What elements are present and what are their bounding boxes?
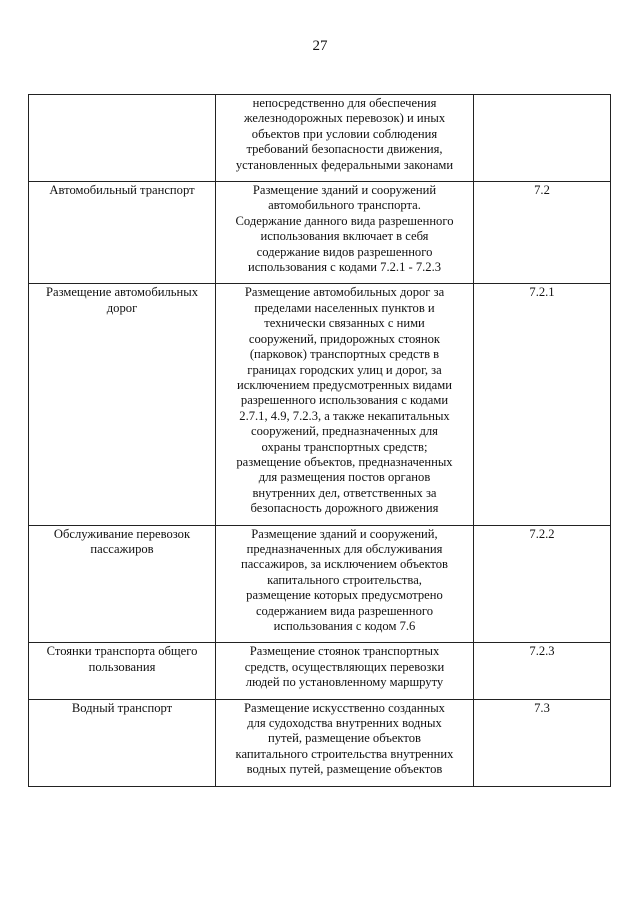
description-line: размещение объектов, предназначенных — [236, 454, 453, 469]
description-line: исключением предусмотренных видами — [237, 377, 452, 392]
description-line: установленных федеральными законами — [235, 157, 454, 172]
description-line: железнодорожных перевозок) и иных — [243, 111, 446, 126]
description-line: использования включает в себя — [260, 229, 429, 244]
description-line: объектов при условии соблюдения — [251, 126, 438, 141]
description-line: сооружений, предназначенных для — [251, 424, 438, 439]
description-line: (парковок) транспортных средств в — [249, 347, 440, 362]
use-name-cell — [29, 699, 216, 786]
use-name-cell — [29, 525, 216, 643]
description-line: непосредственно для обеспечения — [252, 96, 437, 110]
description-line: использования с кодом 7.6 — [273, 619, 416, 633]
description-line: Содержание данного вида разрешенного — [235, 213, 454, 228]
use-description-cell — [216, 525, 474, 643]
description-line: капитального строительства внутренних — [235, 746, 454, 761]
use-code-cell: 7.3 — [474, 699, 611, 786]
use-name-line: Автомобильный транспорт — [49, 183, 195, 198]
use-name-line: Размещение автомобильных — [45, 285, 198, 300]
use-code-cell: 7.2 — [474, 182, 611, 284]
description-line: средств, осуществляющих перевозки — [244, 659, 445, 674]
use-description-cell — [216, 182, 474, 284]
description-line: сооружений, придорожных стоянок — [248, 331, 441, 346]
description-line: капитального строительства, — [267, 572, 422, 587]
description-line: 2.7.1, 4.9, 7.2.3, а также некапитальных — [239, 408, 450, 423]
description-line: автомобильного транспорта. — [268, 198, 421, 213]
description-line: разрешенного использования с кодами — [240, 393, 449, 408]
land-use-table — [28, 94, 611, 787]
use-code-cell — [474, 95, 611, 182]
use-name-cell — [29, 284, 216, 525]
use-name-cell — [29, 182, 216, 284]
use-name-cell — [29, 643, 216, 699]
description-line: использования с кодами 7.2.1 - 7.2.3 — [247, 260, 442, 275]
description-line: людей по установленному маршруту — [245, 675, 444, 690]
table-row — [29, 643, 611, 699]
description-line: охраны транспортных средств; — [261, 439, 428, 454]
page-number: 27 — [312, 38, 328, 54]
use-code-cell: 7.2.3 — [474, 643, 611, 699]
description-line: Размещение искусственно созданных — [244, 700, 445, 715]
description-line: требований безопасности движения, — [246, 142, 443, 157]
use-name-line: Стоянки транспорта общего — [46, 644, 198, 659]
use-description-cell — [216, 95, 474, 182]
use-description-cell — [216, 643, 474, 699]
table-row — [29, 182, 611, 284]
description-line: Размещение стоянок транспортных — [249, 644, 440, 659]
use-code-cell: 7.2.1 — [474, 284, 611, 525]
table-row — [29, 284, 611, 525]
table-row — [29, 95, 611, 182]
description-line: содержание видов разрешенного — [256, 244, 433, 259]
description-line: безопасность дорожного движения — [250, 501, 439, 516]
description-line: Размещение автомобильных дорог за — [244, 285, 445, 300]
table-row — [29, 699, 611, 786]
description-line: границах городских улиц и дорог, за — [247, 362, 442, 377]
description-line: пределами населенных пунктов и — [254, 300, 435, 315]
use-description-cell — [216, 699, 474, 786]
use-name-line: пользования — [88, 659, 156, 674]
description-line: водных путей, размещение объектов — [246, 762, 443, 777]
description-line: предназначенных для обслуживания — [246, 541, 443, 556]
use-code-cell: 7.2.2 — [474, 525, 611, 643]
use-name-line: дорог — [106, 300, 138, 315]
description-line: содержанием вида разрешенного — [255, 603, 434, 618]
description-line: Размещение зданий и сооружений — [252, 183, 437, 198]
use-description-cell — [216, 284, 474, 525]
description-line: Размещение зданий и сооружений, — [251, 526, 438, 541]
description-line: путей, размещение объектов — [268, 731, 421, 746]
use-name-line: пассажиров — [90, 541, 154, 556]
use-name-cell — [29, 95, 216, 182]
description-line: для судоходства внутренних водных — [247, 716, 442, 731]
description-line: внутренних дел, ответственных за — [252, 485, 437, 500]
description-line: размещение которых предусмотрено — [246, 588, 443, 603]
description-line: технически связанных с ними — [264, 316, 425, 331]
use-name-line: Водный транспорт — [71, 700, 173, 715]
use-name-line: Обслуживание перевозок — [53, 526, 191, 541]
description-line: для размещения постов органов — [258, 470, 431, 485]
table-row — [29, 525, 611, 643]
description-line: пассажиров, за исключением объектов — [240, 557, 449, 572]
